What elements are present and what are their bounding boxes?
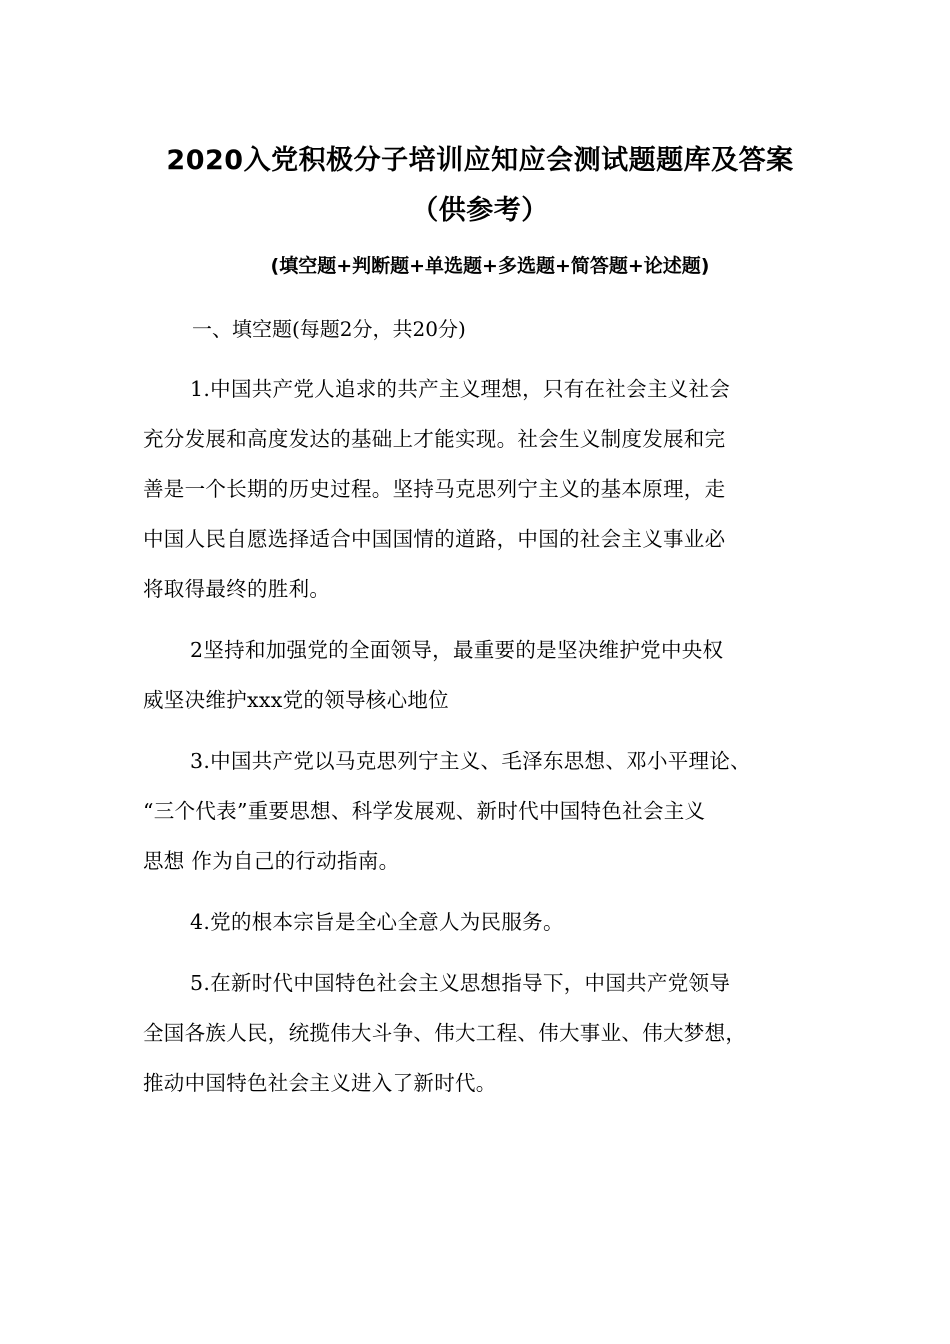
question-5-line-1: 5.在新时代中国特色社会主义思想指导下，中国共产党领导	[190, 971, 731, 995]
question-4-line-1: 4.党的根本宗旨是全心全意人为民服务。	[190, 910, 564, 934]
question-1-line-3: 善是一个长期的历史过程。坚持马克思列宁主义的基本原理，走	[143, 477, 726, 501]
section-heading: 一、填空题(每题2分，共20分)	[192, 317, 466, 341]
question-3-line-1: 3.中国共产党以马克思列宁主义、毛泽东思想、邓小平理论、	[190, 749, 751, 773]
question-1-line-4: 中国人民自愿选择适合中国国情的道路，中国的社会主义事业必	[143, 527, 726, 551]
question-3-line-2: “三个代表”重要思想、科学发展观、新时代中国特色社会主义	[143, 799, 706, 823]
question-1-line-1: 1.中国共产党人追求的共产主义理想，只有在社会主义社会	[190, 377, 731, 401]
document-title-line-1: 2020入党积极分子培训应知应会测试题题库及答案	[166, 145, 794, 176]
question-1-line-5: 将取得最终的胜利。	[143, 577, 331, 601]
document-title-line-2: （供参考）	[411, 195, 549, 226]
question-5-line-2: 全国各族人民，统揽伟大斗争、伟大工程、伟大事业、伟大梦想，	[143, 1021, 747, 1045]
question-2-line-1: 2坚持和加强党的全面领导，最重要的是坚决维护党中央权	[190, 638, 724, 662]
question-2-line-2: 威坚决维护xxx党的领导核心地位	[143, 688, 449, 712]
question-1-line-2: 充分发展和高度发达的基础上才能实现。社会生义制度发展和完	[143, 427, 726, 451]
document-subtitle: (填空题+判断题+单选题+多选题+简答题+论述题)	[270, 255, 710, 277]
question-5-line-3: 推动中国特色社会主义进入了新时代。	[143, 1071, 497, 1095]
question-3-line-3: 思想 作为自己的行动指南。	[143, 849, 400, 873]
